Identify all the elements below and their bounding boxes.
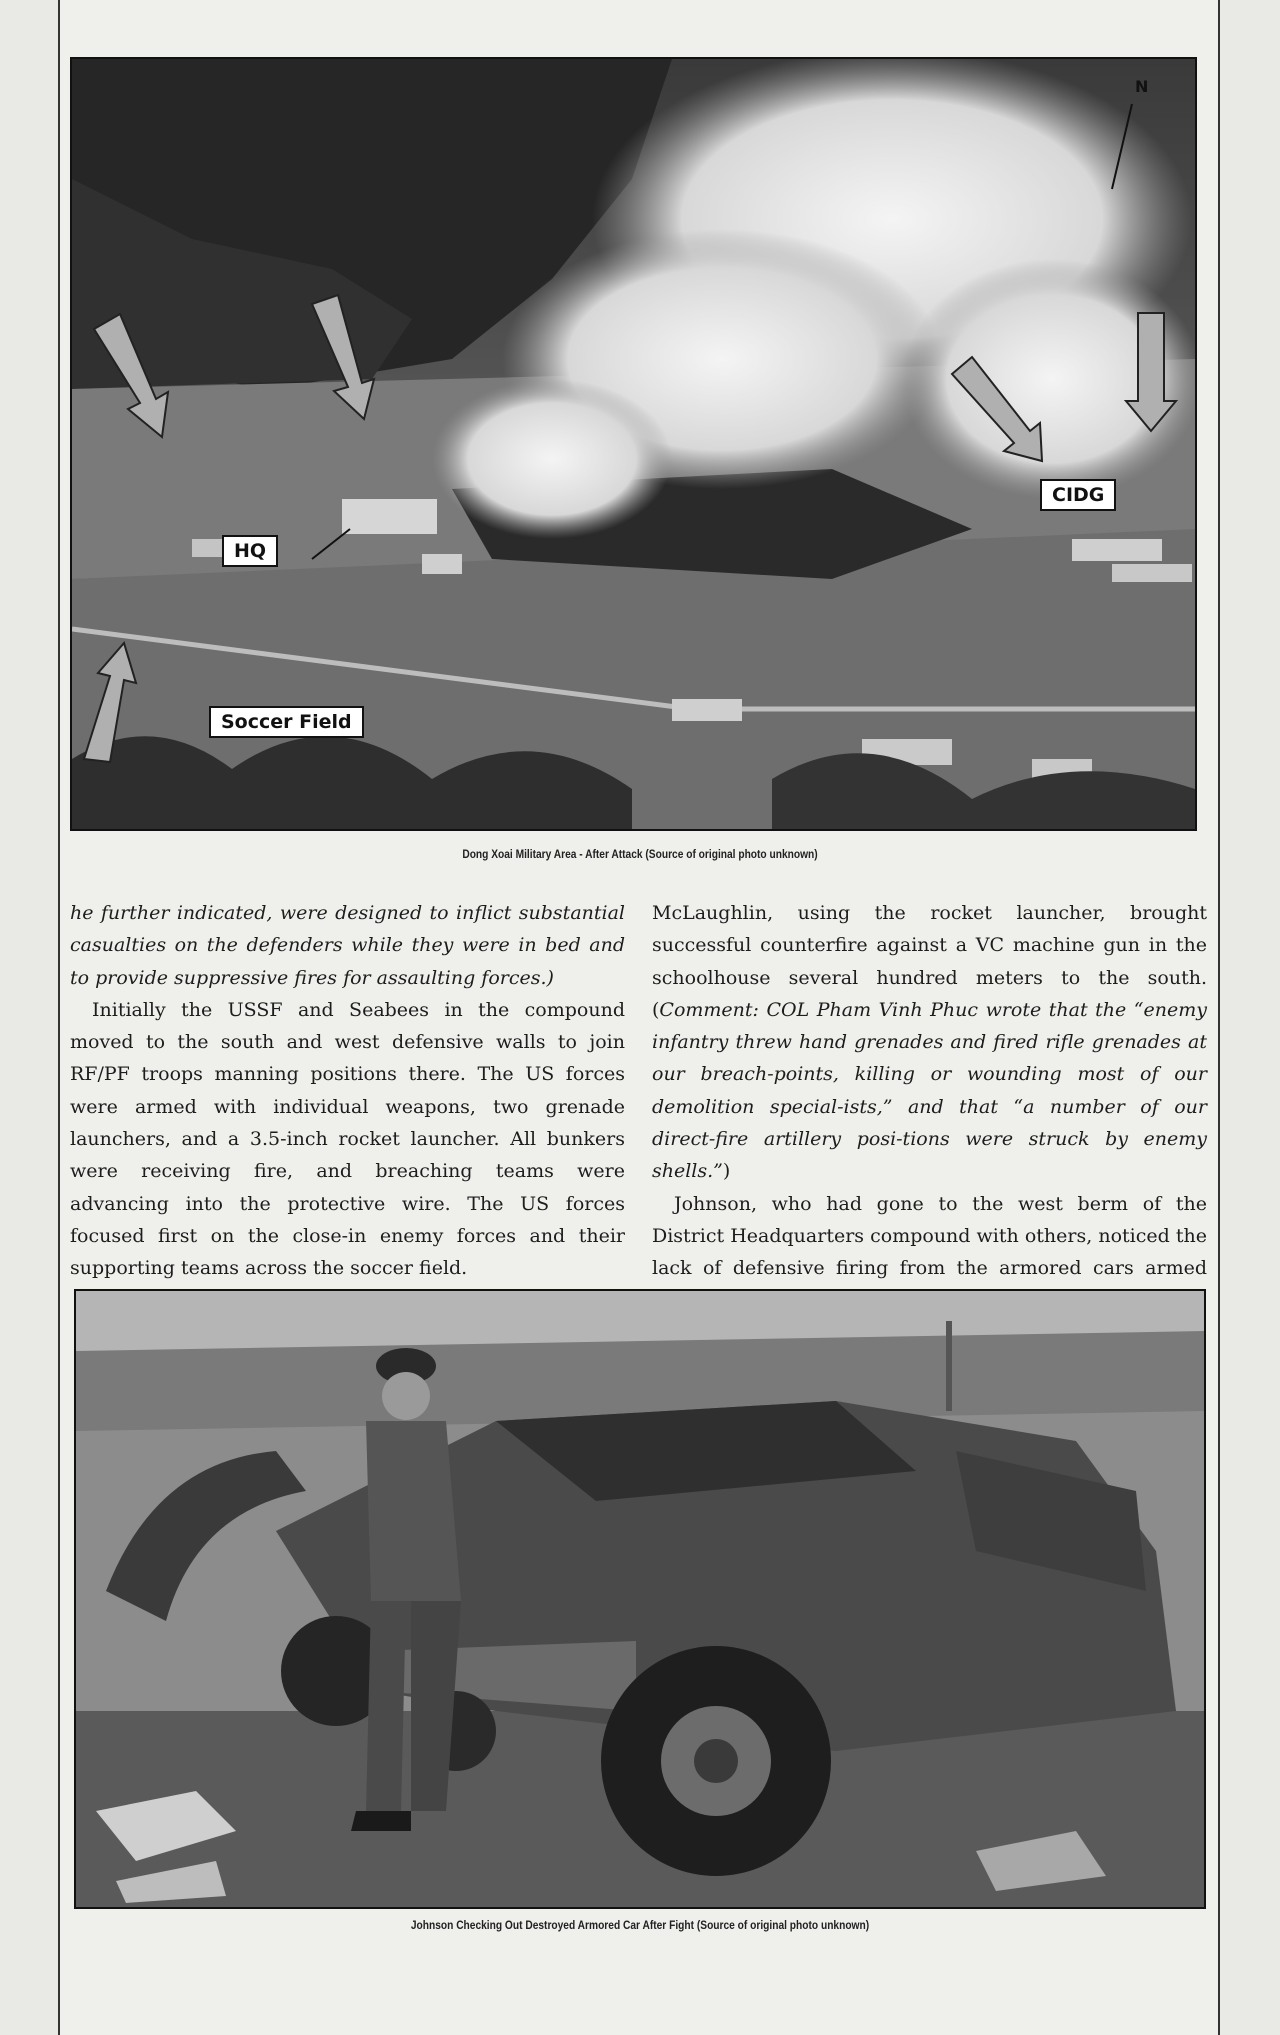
top-photo-caption: Dong Xoai Military Area - After Attack (Source of original photo unknown) (462, 847, 818, 861)
paragraph: Initially the USSF and Seabees in the compound moved to the south and west defensive walls to join RF/PF troops manning positions there. The US forces were armed with individual weapons, two grenade launchers, and a 3.5-inch rocket launcher. All bunkers were receiving fire, and breaching teams were advancing into the protective wire. The US forces focused first on the close-in enemy forces and their supporting teams across the soccer field. (70, 998, 625, 1280)
bottom-photo-caption: Johnson Checking Out Destroyed Armored Car After Fight (Source of original photo unknown) (410, 1918, 870, 1932)
text-column-left (70, 897, 625, 1285)
paragraph-text: ) (722, 1160, 731, 1183)
paragraph (652, 897, 1207, 1188)
paragraph-text: McLaughlin, using the rocket launcher, brought successful counterfire against a VC machine gun in the schoolhouse several hundred meters to the south. ( (652, 902, 1207, 1021)
north-indicator: N (1135, 77, 1149, 96)
comment-italic: Comment: COL Pham Vinh Phuc wrote that the “enemy infantry threw hand grenades and fired rifle grenades at our breach-points, killing or wounding most of our demolition special-ists,” and that “a number of our direct-fire artillery posi-tions were struck by enemy shells.” (652, 998, 1207, 1183)
cidg-label: CIDG (1040, 479, 1116, 511)
paragraph: Johnson, who had gone to the west berm of the District Headquarters compound with others, noticed the lack of defensive firing from the armored cars armed (652, 1192, 1207, 1280)
aerial-photo (70, 57, 1197, 831)
armored-car-photo (74, 1289, 1206, 1909)
armored-car-photo-image (76, 1291, 1204, 1907)
soccer-field-label: Soccer Field (209, 706, 364, 738)
hq-label: HQ (222, 535, 278, 567)
paragraph (70, 897, 625, 994)
text-column-right (652, 897, 1207, 1317)
paragraph-italic: he further indicated, were designed to inflict substantial casualties on the defenders while they were in bed and to provide suppressive fires for assaulting forces.) (70, 902, 625, 989)
